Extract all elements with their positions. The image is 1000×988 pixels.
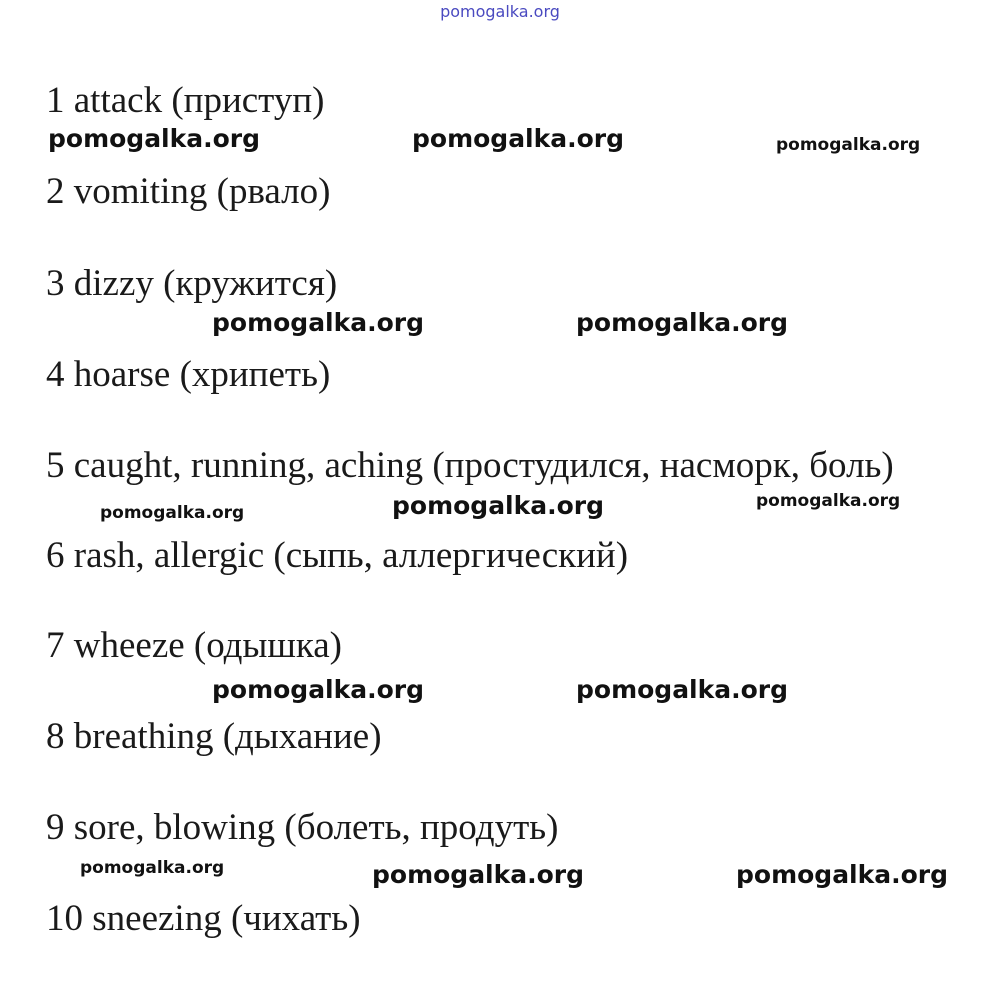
watermark: pomogalka.org <box>756 491 901 511</box>
answer-line-6: 6 rash, allergic (сыпь, аллергический) <box>46 535 629 576</box>
watermark: pomogalka.org <box>412 124 625 153</box>
answer-line-5: 5 caught, running, aching (простудился, насморк, боль) <box>46 445 894 486</box>
answer-line-8: 8 breathing (дыхание) <box>46 716 382 757</box>
answer-line-9: 9 sore, blowing (болеть, продуть) <box>46 807 559 848</box>
watermark: pomogalka.org <box>736 860 949 889</box>
answer-line-3: 3 dizzy (кружится) <box>46 263 338 304</box>
watermark: pomogalka.org <box>212 675 425 704</box>
answer-line-1: 1 attack (приступ) <box>46 80 325 121</box>
watermark: pomogalka.org <box>100 503 245 523</box>
watermark: pomogalka.org <box>392 491 605 520</box>
watermark: pomogalka.org <box>48 124 261 153</box>
answer-line-7: 7 wheeze (одышка) <box>46 625 342 666</box>
watermark: pomogalka.org <box>776 135 921 155</box>
top-watermark: pomogalka.org <box>440 2 560 21</box>
answer-line-10: 10 sneezing (чихать) <box>46 898 361 939</box>
answer-line-4: 4 hoarse (хрипеть) <box>46 354 331 395</box>
watermark: pomogalka.org <box>212 308 425 337</box>
watermark: pomogalka.org <box>576 308 789 337</box>
watermark: pomogalka.org <box>576 675 789 704</box>
answer-line-2: 2 vomiting (рвало) <box>46 171 331 212</box>
watermark: pomogalka.org <box>80 858 225 878</box>
watermark: pomogalka.org <box>372 860 585 889</box>
